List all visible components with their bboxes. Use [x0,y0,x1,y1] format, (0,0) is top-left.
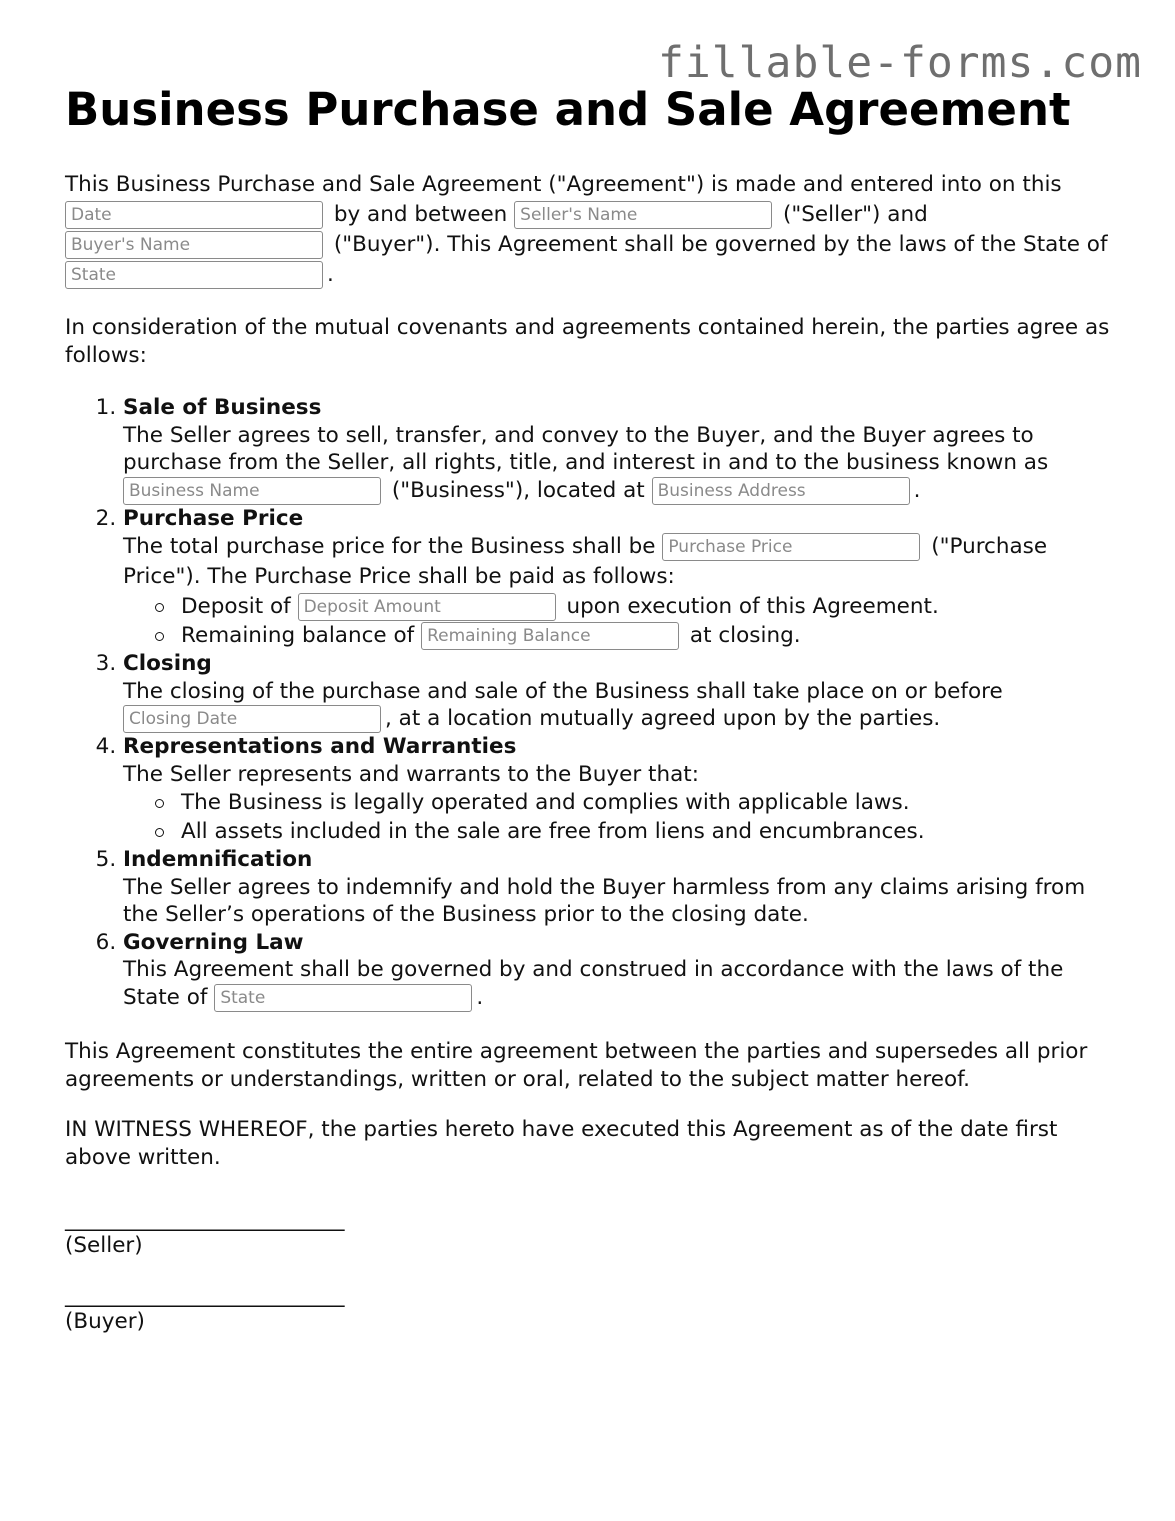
section-title: 4. Representations and Warranties [123,734,517,759]
section-body [123,422,1125,505]
section-title: 5. Indemnification [123,847,313,872]
business-name-input[interactable] [123,477,381,505]
section-title: 2. Purchase Price [123,505,304,531]
section-indemnification [123,846,1125,929]
price-text-1: The total purchase price for the Business shall be [123,534,656,559]
agreement-document [65,80,1125,1336]
witness-paragraph: IN WITNESS WHEREOF, the parties hereto have executed this Agreement as of the date first above written. [65,1116,1058,1170]
section-sale-of-business [123,394,1125,505]
section-governing-law [123,929,1125,1012]
governing-state-input[interactable] [214,984,472,1012]
balance-text-2: at closing. [689,623,801,648]
section-body [123,956,1125,1012]
section-closing [123,650,1125,733]
agreement-sections [65,394,1125,1012]
buyer-signature-label: (Buyer) [65,1308,145,1334]
buyer-signature-line[interactable]: __________________________ [65,1282,345,1308]
sale-text-1: The Seller agrees to sell, transfer, and convey to the Buyer, and the Buyer agrees to purchase from the Seller, all rights, title, and interest in and to the business known as [123,422,1049,475]
consideration-paragraph: In consideration of the mutual covenants and agreements contained herein, the parties agree as follows: [65,315,1110,368]
list-item: The Business is legally operated and complies with applicable laws. [155,788,1125,817]
seller-signature-block [65,1208,1125,1260]
deposit-amount-input[interactable] [298,593,556,621]
intro-text-4: ("Buyer"). This Agreement shall be governed by the laws of the State of [333,232,1108,257]
list-item: All assets included in the sale are free from liens and encumbrances. [155,817,1125,846]
buyer-signature-block [65,1284,1125,1336]
section-body: The Seller represents and warrants to the Buyer that: [123,761,699,787]
sale-text-2: ("Business"), located at [391,477,645,503]
intro-text-3: ("Seller") and [783,202,928,227]
seller-name-input[interactable] [514,201,772,229]
closing-date-input[interactable] [123,705,381,733]
closing-text-2: , at a location mutually agreed upon by the parties. [385,706,941,731]
intro-text-1: This Business Purchase and Sale Agreement ("Agreement") is made and entered into on this [65,172,1062,197]
section-representations [123,733,1125,846]
page-title: Business Purchase and Sale Agreement [65,83,1071,136]
section-title: 3. Closing [123,651,212,676]
price-text-2: ("Purchase Price"). The Purchase Price shall be paid as follows: [123,534,1048,589]
list-item [155,592,1125,621]
intro-text-2: by and between [333,202,508,227]
sale-text-3: . [913,477,921,503]
list-item [155,621,1125,650]
section-body [123,678,1125,734]
deposit-text-1: Deposit of [181,594,291,619]
section-body: The Seller agrees to indemnify and hold the Buyer harmless from any claims arising from the Seller’s operations of the Business prior to the closing date. [123,874,1086,927]
seller-signature-label: (Seller) [65,1232,143,1258]
intro-text-5: . [327,262,334,287]
balance-text-1: Remaining balance of [181,623,415,648]
deposit-text-2: upon execution of this Agreement. [566,594,939,619]
section-purchase-price [123,505,1125,651]
site-watermark: fillable-forms.com [658,38,1142,88]
law-text-1: This Agreement shall be governed by and construed in accordance with the laws of the State of [123,957,1064,1010]
entire-agreement-paragraph: This Agreement constitutes the entire agreement between the parties and supersedes all prior agreements or understandings, written or oral, related to the subject matter hereof. [65,1038,1088,1092]
law-text-2: . [476,984,484,1010]
section-body [123,532,1125,592]
purchase-price-input[interactable] [662,533,920,561]
warranties-list [123,788,1125,846]
business-address-input[interactable] [652,477,910,505]
remaining-balance-input[interactable] [421,622,679,650]
date-input[interactable] [65,201,323,229]
payment-terms-list [123,592,1125,650]
buyer-name-input[interactable] [65,231,323,259]
intro-paragraph [65,170,1125,290]
section-title: 1. Sale of Business [123,395,322,420]
state-input[interactable] [65,261,323,289]
seller-signature-line[interactable]: __________________________ [65,1206,345,1232]
closing-text-1: The closing of the purchase and sale of the Business shall take place on or before [123,678,1003,704]
section-title: 6. Governing Law [123,929,304,955]
